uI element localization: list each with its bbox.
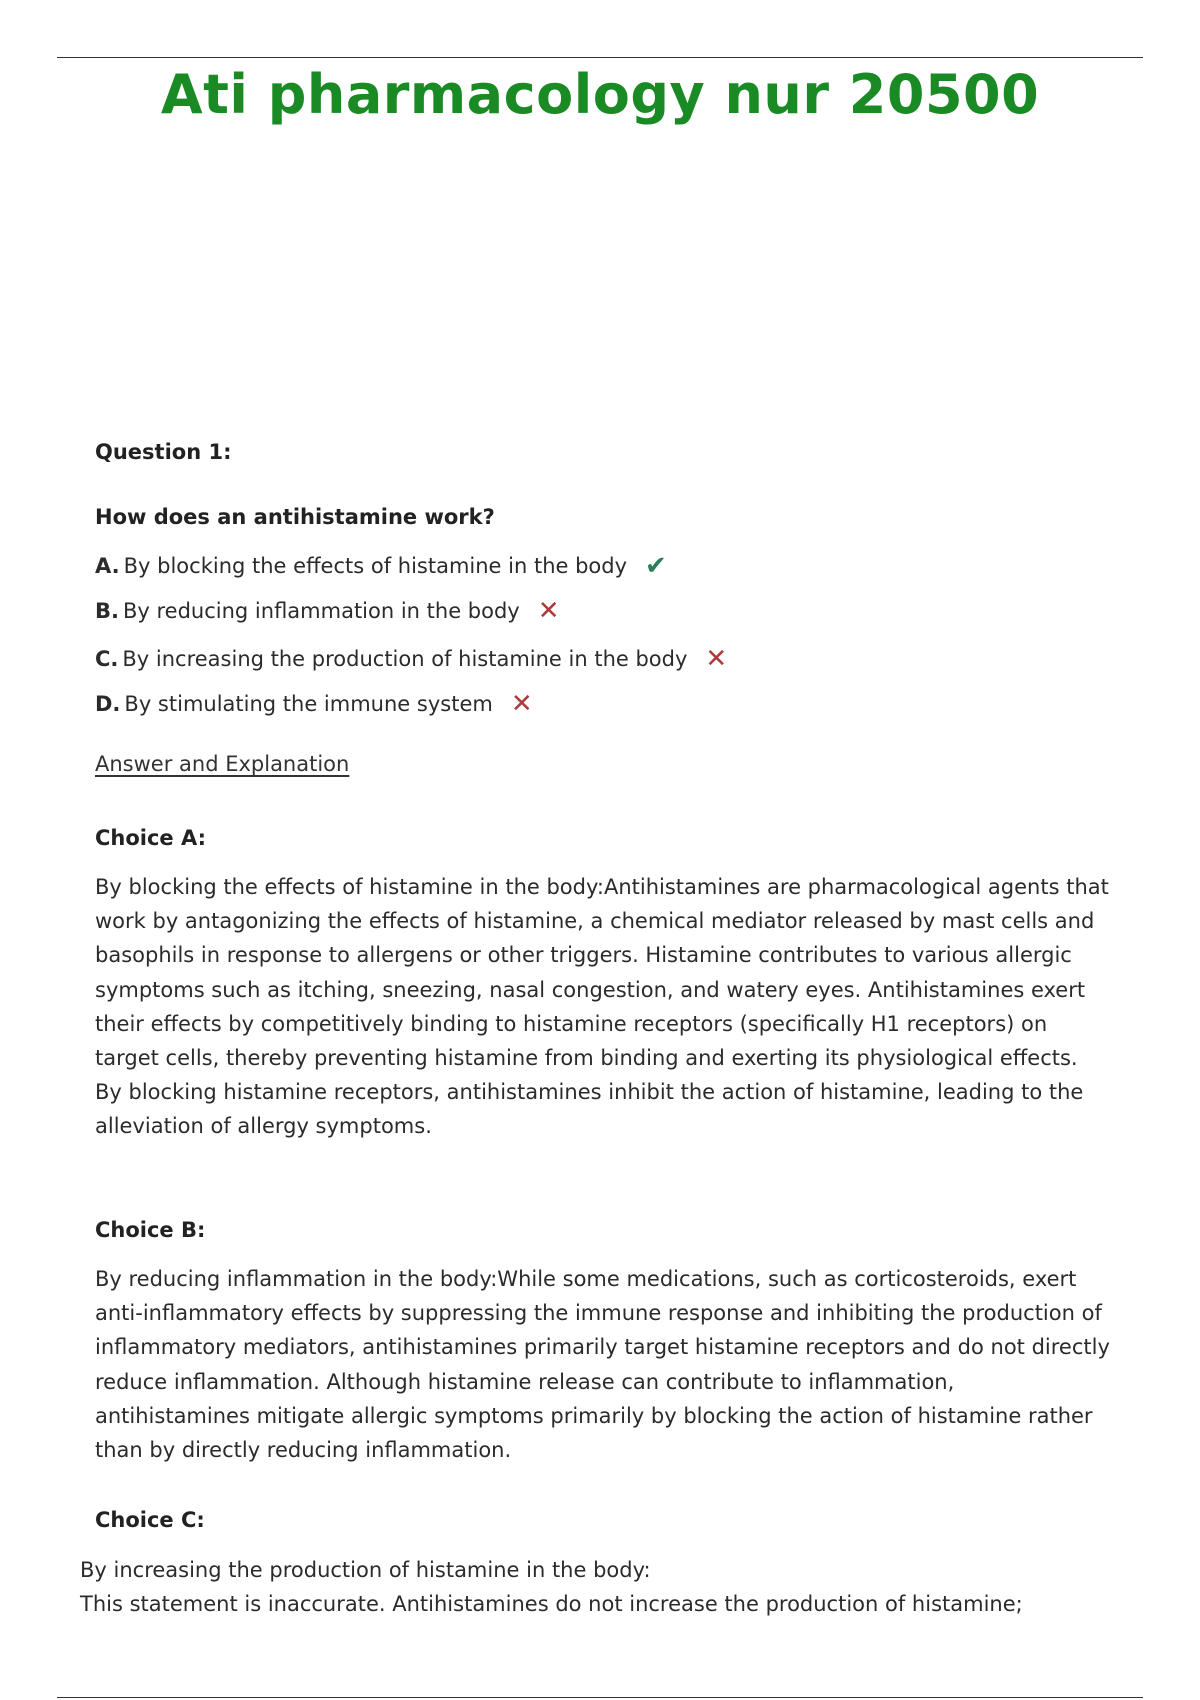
answer-explanation-link[interactable]: Answer and Explanation [95, 752, 350, 776]
choice-c-line-1: By increasing the production of histamine in the body: [80, 1558, 651, 1582]
option-text: By stimulating the immune system [124, 692, 493, 716]
option-d[interactable] [95, 691, 533, 717]
cross-icon: ✕ [705, 644, 728, 674]
option-text: By increasing the production of histamine in the body [122, 647, 688, 671]
option-b[interactable] [95, 598, 560, 624]
choice-c-explanation [80, 1553, 1110, 1621]
choice-c-heading: Choice C: [95, 1508, 205, 1532]
option-text: By reducing inflammation in the body [122, 599, 520, 623]
option-letter: D. [95, 692, 121, 716]
choice-a-heading: Choice A: [95, 826, 207, 850]
option-letter: B. [95, 599, 119, 623]
question-text: How does an antihistamine work? [95, 505, 495, 529]
choice-c-line-2: This statement is inaccurate. Antihistamines do not increase the production of histamine; [80, 1592, 1023, 1616]
cross-icon: ✕ [510, 689, 533, 719]
option-text: By blocking the effects of histamine in the body [123, 554, 628, 578]
question-number: Question 1: [95, 440, 232, 464]
check-icon: ✔ [645, 551, 667, 581]
choice-a-explanation: By blocking the effects of histamine in the body:Antihistamines are pharmacological agents that work by antagonizing the effects of histamine, a chemical mediator released by mast cells and basophils in response to allergens or other triggers. Histamine contributes to various allergic symptoms such as itching, sneezing, nasal congestion, and watery eyes. Antihistamines exert their effects by competitively binding to histamine receptors (specifically H1 receptors) on target cells, thereby preventing histamine from binding and exerting its physiological effects. By blocking histamine receptors, antihistamines inhibit the action of histamine, leading to the alleviation of allergy symptoms. [95, 875, 1109, 1139]
choice-b-heading: Choice B: [95, 1218, 206, 1242]
document-title: Ati pharmacology nur 20500 [160, 63, 1040, 126]
top-rule [57, 57, 1143, 58]
bottom-rule [57, 1697, 1143, 1698]
cross-icon: ✕ [537, 596, 560, 626]
option-letter: A. [95, 554, 120, 578]
option-letter: C. [95, 647, 119, 671]
option-a[interactable] [95, 553, 667, 579]
choice-b-explanation: By reducing inflammation in the body:While some medications, such as corticosteroids, exert anti-inflammatory effects by suppressing the immune response and inhibiting the production of inflammatory mediators, antihistamines primarily target histamine receptors and do not directly reduce inflammation. Although histamine release can contribute to inflammation, antihistamines mitigate allergic symptoms primarily by blocking the action of histamine rather than by directly reducing inflammation. [95, 1267, 1110, 1463]
option-c[interactable] [95, 646, 727, 672]
